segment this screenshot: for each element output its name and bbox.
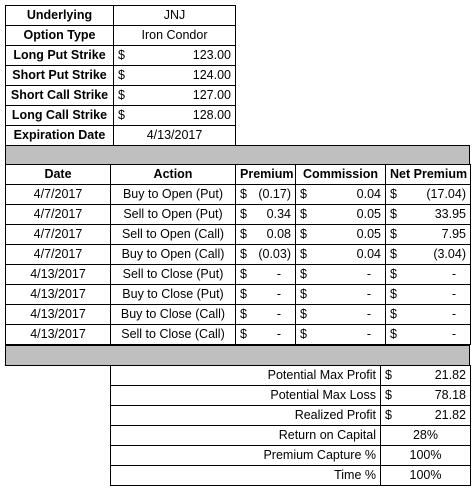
info-row [6,126,236,146]
trade-row [6,225,471,245]
info-row [6,66,236,86]
trade-net-cell [386,325,471,345]
currency-value [390,225,466,244]
summary-row [111,386,471,406]
info-value: 124.00 [192,68,231,82]
summary-row [111,406,471,426]
info-row [6,86,236,106]
currency-value [390,325,466,344]
summary-value-cell [381,366,471,386]
trade-date: 4/7/2017 [6,205,111,225]
info-label: Long Put Strike [6,46,114,66]
currency-value [118,86,231,105]
currency-symbol: $ [240,247,247,261]
currency-symbol: $ [300,287,307,301]
trade-net: - [451,287,456,301]
summary-label: Premium Capture % [111,446,381,466]
summary-value: 21.82 [434,368,466,382]
currency-symbol: $ [300,227,307,241]
summary-value: 100% [409,468,442,482]
currency-value [300,245,381,264]
separator-bar-bottom [5,345,470,366]
trade-commission: - [366,267,371,281]
trade-net-cell [386,245,471,265]
info-value-cell [114,126,236,146]
trade-row [6,325,471,345]
currency-symbol: $ [240,307,247,321]
trade-premium: 0.34 [266,207,291,221]
trade-premium: 0.08 [266,227,291,241]
trade-net: - [451,327,456,341]
summary-value-cell [381,406,471,426]
currency-symbol: $ [390,327,397,341]
summary-label: Potential Max Profit [111,366,381,386]
trade-premium: (0.17) [258,187,291,201]
trade-net: (17.04) [426,187,466,201]
info-value: 123.00 [192,48,231,62]
trade-premium-cell [236,285,296,305]
trade-commission-cell [296,205,386,225]
currency-symbol: $ [385,368,392,382]
trade-net: - [451,307,456,321]
currency-value [240,185,291,204]
trade-net-cell [386,305,471,325]
info-value-cell [114,66,236,86]
currency-symbol: $ [390,227,397,241]
currency-symbol: $ [390,267,397,281]
currency-value [240,225,291,244]
currency-value [118,66,231,85]
summary-value-cell [381,426,471,446]
trade-net: - [451,267,456,281]
info-value: JNJ [163,8,186,22]
trade-net: 33.95 [434,207,466,221]
trade-net-cell [386,185,471,205]
trade-action: Buy to Open (Put) [111,185,236,205]
trade-net: (3.04) [433,247,466,261]
summary-label: Return on Capital [111,426,381,446]
trade-commission-cell [296,185,386,205]
currency-symbol: $ [390,187,397,201]
trades-table [5,164,471,345]
info-value-cell [114,46,236,66]
currency-symbol: $ [385,388,392,402]
trade-action: Buy to Close (Put) [111,285,236,305]
summary-value: 100% [409,448,442,462]
summary-label: Potential Max Loss [111,386,381,406]
summary-value-cell [381,466,471,486]
trade-premium: - [276,267,281,281]
currency-symbol: $ [118,48,125,62]
info-row [6,46,236,66]
currency-value [240,305,291,324]
info-value-cell [114,26,236,46]
currency-symbol: $ [240,227,247,241]
currency-symbol: $ [240,327,247,341]
header-date: Date [6,165,111,185]
summary-row [111,366,471,386]
currency-symbol: $ [390,247,397,261]
currency-value [300,205,381,224]
trade-date: 4/7/2017 [6,185,111,205]
trade-date: 4/13/2017 [6,305,111,325]
currency-symbol: $ [118,108,125,122]
trade-row [6,305,471,325]
currency-value [390,305,466,324]
trade-premium-cell [236,305,296,325]
info-value-cell [114,86,236,106]
currency-value [385,366,466,385]
trade-row [6,245,471,265]
trade-commission-cell [296,265,386,285]
trade-row [6,285,471,305]
trade-net-cell [386,285,471,305]
currency-symbol: $ [390,207,397,221]
currency-value [390,205,466,224]
summary-table [110,365,471,486]
trade-commission-cell [296,225,386,245]
trade-commission: - [366,287,371,301]
currency-value [300,225,381,244]
currency-value [118,106,231,125]
trade-date: 4/13/2017 [6,325,111,345]
trade-commission-cell [296,245,386,265]
info-label: Long Call Strike [6,106,114,126]
currency-symbol: $ [300,327,307,341]
currency-symbol: $ [300,207,307,221]
header-commission: Commission [296,165,386,185]
currency-symbol: $ [300,267,307,281]
currency-value [240,205,291,224]
currency-symbol: $ [390,287,397,301]
info-value: 127.00 [192,88,231,102]
info-label: Underlying [6,6,114,26]
trade-action: Buy to Open (Call) [111,245,236,265]
trade-commission: - [366,307,371,321]
currency-value [390,265,466,284]
info-label: Short Put Strike [6,66,114,86]
trade-commission: 0.04 [356,247,381,261]
summary-row [111,466,471,486]
currency-value [390,185,466,204]
trade-premium: - [276,307,281,321]
trade-commission: 0.04 [356,187,381,201]
currency-symbol: $ [118,68,125,82]
info-label: Option Type [6,26,114,46]
trade-commission-cell [296,305,386,325]
trade-premium: - [276,327,281,341]
trades-header-row [6,165,471,185]
trade-commission: - [366,327,371,341]
trade-action: Sell to Open (Put) [111,205,236,225]
trade-net: 7.95 [441,227,466,241]
trade-premium: (0.03) [258,247,291,261]
currency-value [300,185,381,204]
info-value: 4/13/2017 [146,128,203,142]
info-row [6,26,236,46]
trade-action: Sell to Close (Put) [111,265,236,285]
info-row [6,106,236,126]
trade-date: 4/7/2017 [6,245,111,265]
info-row [6,6,236,26]
trade-net-cell [386,265,471,285]
info-label: Expiration Date [6,126,114,146]
currency-value [300,285,381,304]
currency-symbol: $ [240,287,247,301]
info-value: 128.00 [192,108,231,122]
header-net-premium: Net Premium [386,165,471,185]
currency-value [118,46,231,65]
currency-value [385,406,466,425]
trade-premium-cell [236,225,296,245]
trade-row [6,265,471,285]
summary-value: 78.18 [434,388,466,402]
trade-date: 4/7/2017 [6,225,111,245]
trade-action: Buy to Close (Call) [111,305,236,325]
summary-value-cell [381,386,471,406]
trade-net-cell [386,205,471,225]
currency-symbol: $ [385,408,392,422]
trade-commission-cell [296,285,386,305]
currency-value [240,245,291,264]
trade-row [6,205,471,225]
trade-action: Sell to Close (Call) [111,325,236,345]
currency-value [300,305,381,324]
summary-value: 28% [412,428,439,442]
currency-symbol: $ [240,207,247,221]
summary-label: Time % [111,466,381,486]
trade-premium-cell [236,205,296,225]
summary-value: 21.82 [434,408,466,422]
trade-date: 4/13/2017 [6,265,111,285]
currency-value [240,325,291,344]
summary-label: Realized Profit [111,406,381,426]
currency-value [390,245,466,264]
currency-symbol: $ [300,307,307,321]
trade-premium-cell [236,245,296,265]
trade-action: Sell to Open (Call) [111,225,236,245]
info-value-cell [114,106,236,126]
currency-value [385,386,466,405]
currency-value [240,285,291,304]
trade-date: 4/13/2017 [6,285,111,305]
info-label: Short Call Strike [6,86,114,106]
currency-value [300,325,381,344]
currency-value [390,285,466,304]
summary-value-cell [381,446,471,466]
trade-premium-cell [236,325,296,345]
header-premium: Premium [236,165,296,185]
header-action: Action [111,165,236,185]
currency-symbol: $ [118,88,125,102]
currency-symbol: $ [240,187,247,201]
trade-premium: - [276,287,281,301]
trade-commission: 0.05 [356,207,381,221]
summary-row [111,446,471,466]
trade-net-cell [386,225,471,245]
trade-premium-cell [236,265,296,285]
currency-value [240,265,291,284]
info-value: Iron Condor [141,28,208,42]
currency-symbol: $ [300,247,307,261]
summary-row [111,426,471,446]
trade-commission-cell [296,325,386,345]
currency-symbol: $ [240,267,247,281]
trade-commission: 0.05 [356,227,381,241]
trade-row [6,185,471,205]
info-value-cell [114,6,236,26]
currency-symbol: $ [300,187,307,201]
info-table [5,5,236,146]
trade-premium-cell [236,185,296,205]
currency-value [300,265,381,284]
currency-symbol: $ [390,307,397,321]
separator-bar-top [5,145,470,165]
